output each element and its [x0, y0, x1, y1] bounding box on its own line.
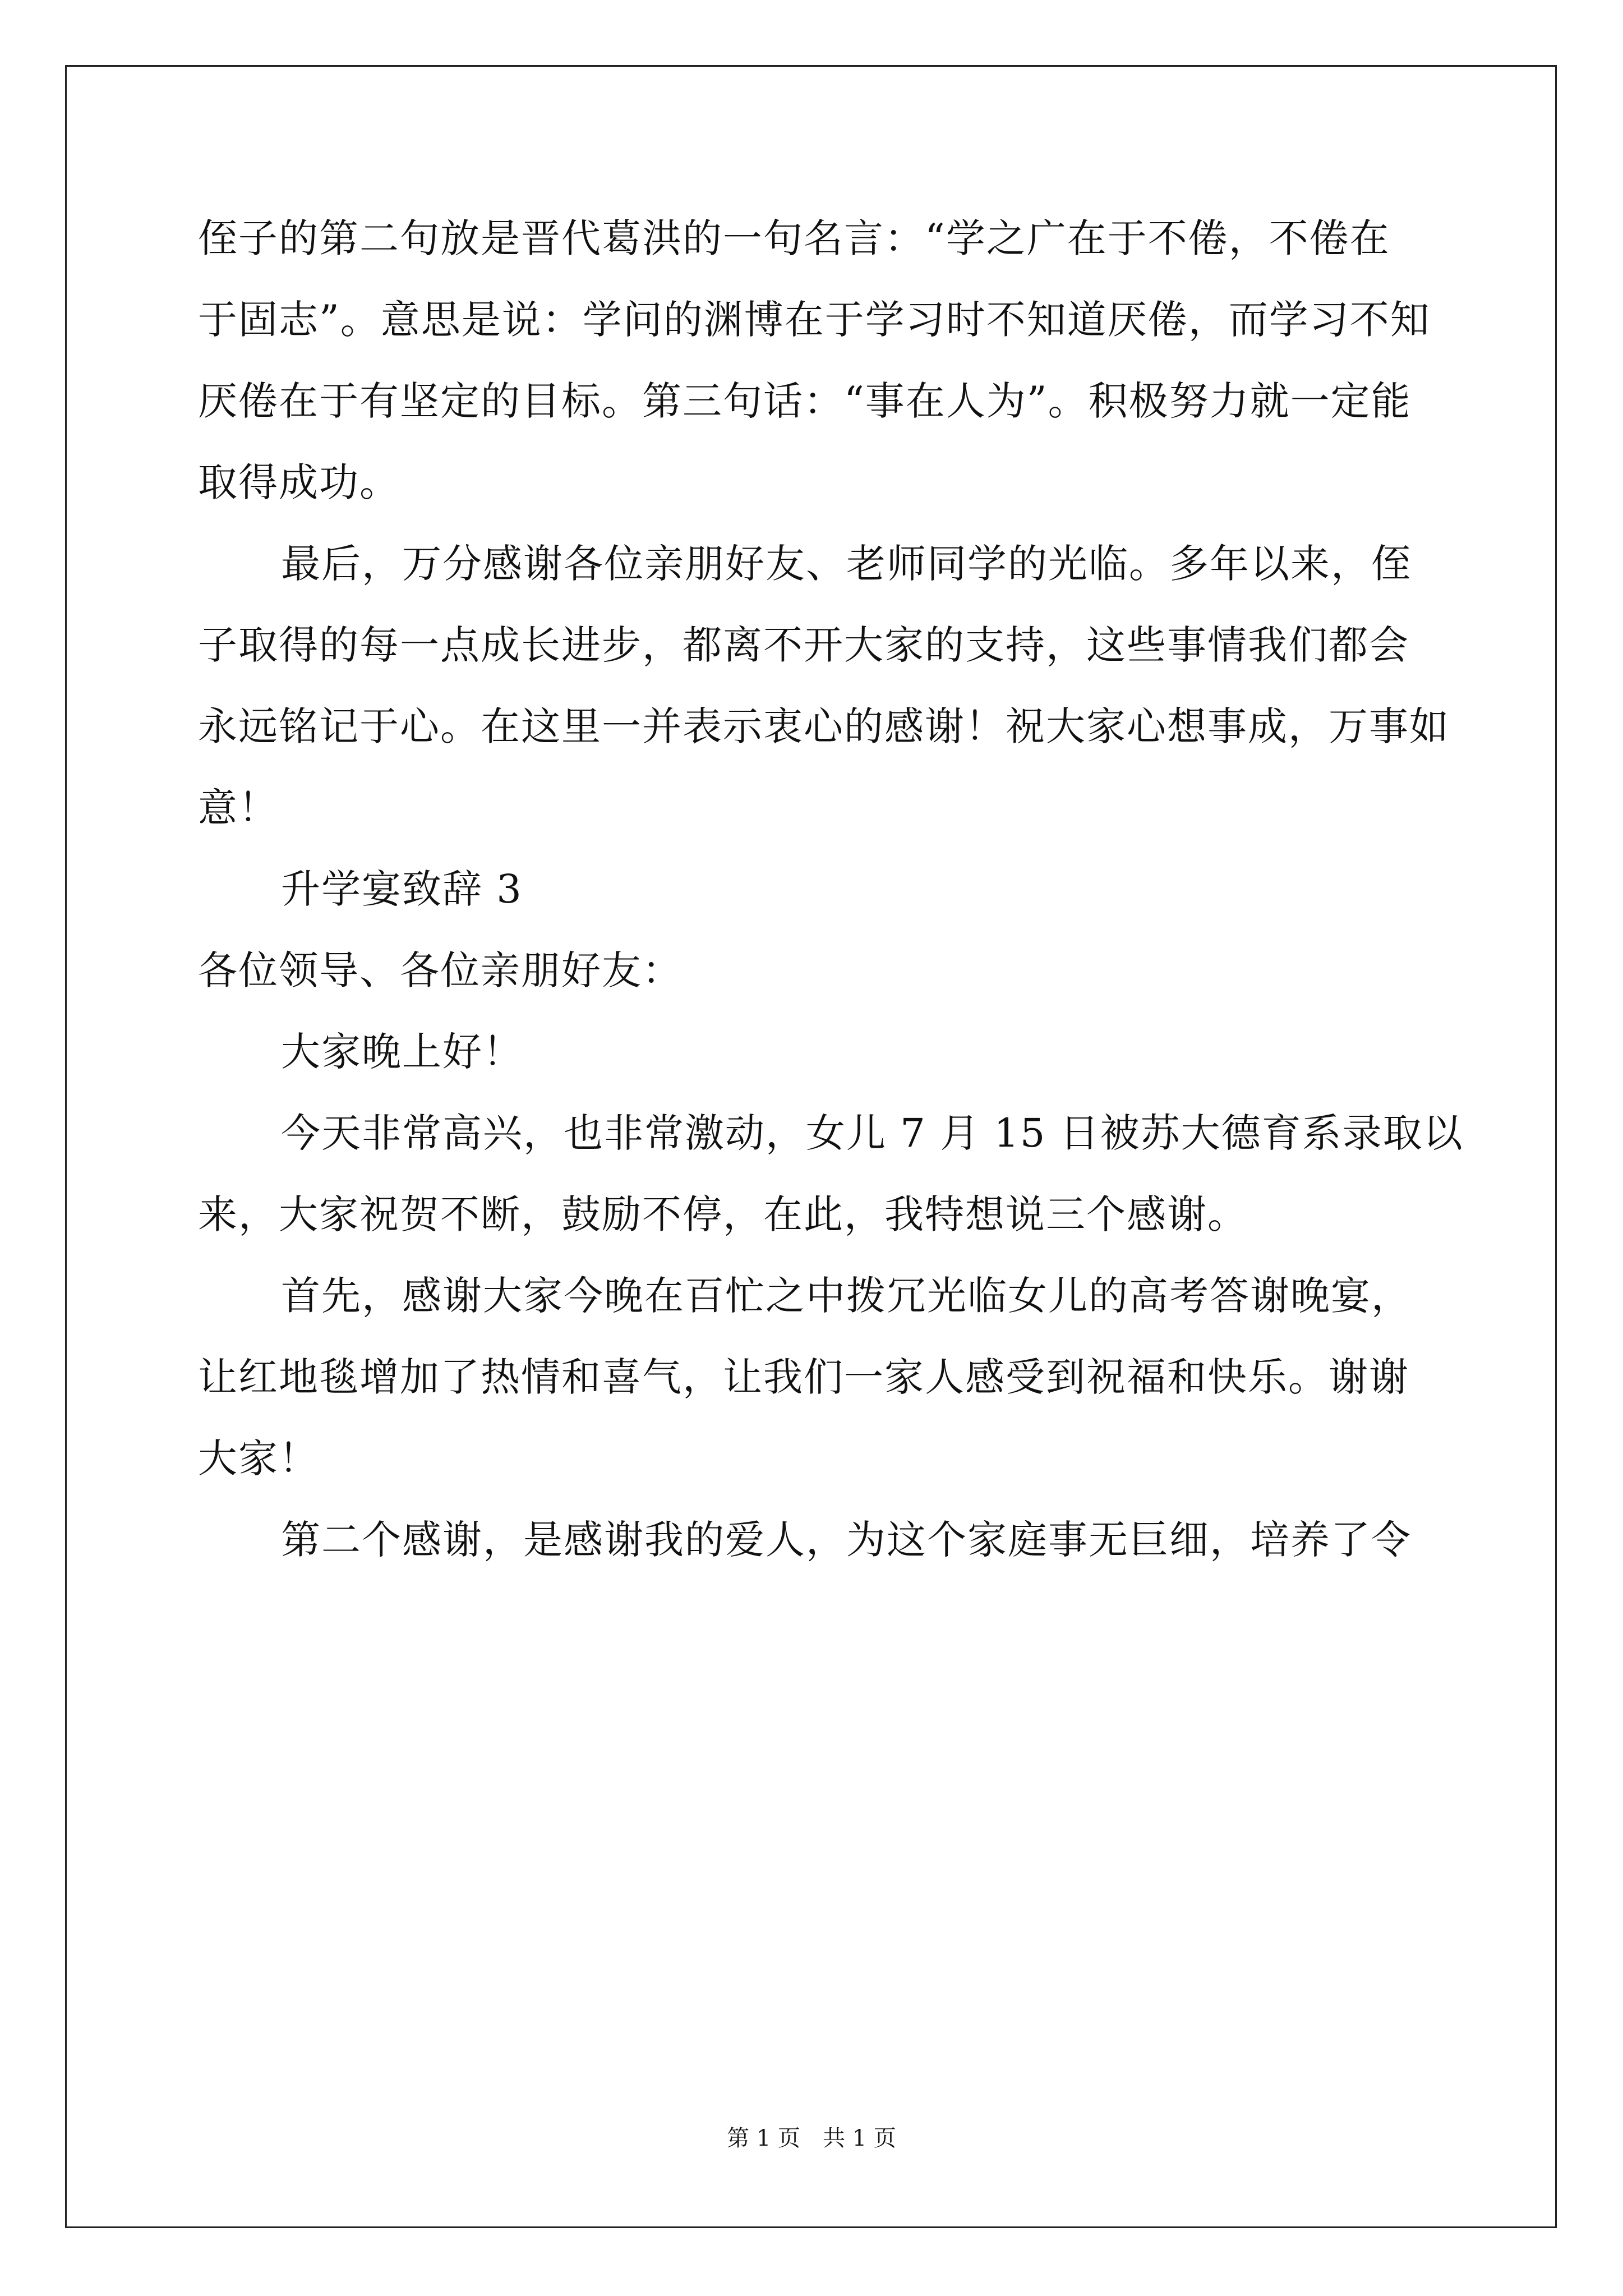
paragraph-line: 首先，感谢大家今晚在百忙之中拨冗光临女儿的高考答谢晚宴，: [281, 1273, 1412, 1319]
paragraph-line: 子取得的每一点成长进步，都离不开大家的支持，这些事情我们都会: [198, 622, 1409, 668]
paragraph-line: 大家！: [198, 1435, 319, 1481]
paragraph-line: 侄子的第二句放是晋代葛洪的一句名言：“学之广在于不倦，不倦在: [198, 215, 1390, 261]
paragraph-line: 最后，万分感谢各位亲朋好友、老师同学的光临。多年以来，侄: [281, 541, 1412, 587]
greeting: 大家晚上好！: [281, 1029, 523, 1075]
section-heading: 升学宴致辞 3: [281, 866, 523, 912]
paragraph-line: 厌倦在于有坚定的目标。第三句话：“事在人为”。积极努力就一定能: [198, 378, 1412, 424]
page-number-footer: 第 1 页 共 1 页: [727, 2125, 896, 2151]
salutation: 各位领导、各位亲朋好友：: [198, 947, 683, 993]
paragraph-line: 于固志”。意思是说：学问的渊博在于学习时不知道厌倦，而学习不知: [198, 297, 1431, 343]
paragraph-line: 意！: [198, 785, 279, 831]
paragraph-line: 今天非常高兴，也非常激动，女儿 7 月 15 日被苏大德育系录取以: [281, 1110, 1464, 1156]
paragraph-line: 让红地毯增加了热情和喜气，让我们一家人感受到祝福和快乐。谢谢: [198, 1354, 1409, 1400]
paragraph-line: 来，大家祝贺不断，鼓励不停，在此，我特想说三个感谢。: [198, 1191, 1248, 1237]
paragraph-line: 取得成功。: [198, 459, 400, 505]
paragraph-line: 永远铭记于心。在这里一并表示衷心的感谢！祝大家心想事成，万事如: [198, 703, 1450, 749]
paragraph-line: 第二个感谢，是感谢我的爱人，为这个家庭事无巨细，培养了令: [281, 1517, 1412, 1563]
